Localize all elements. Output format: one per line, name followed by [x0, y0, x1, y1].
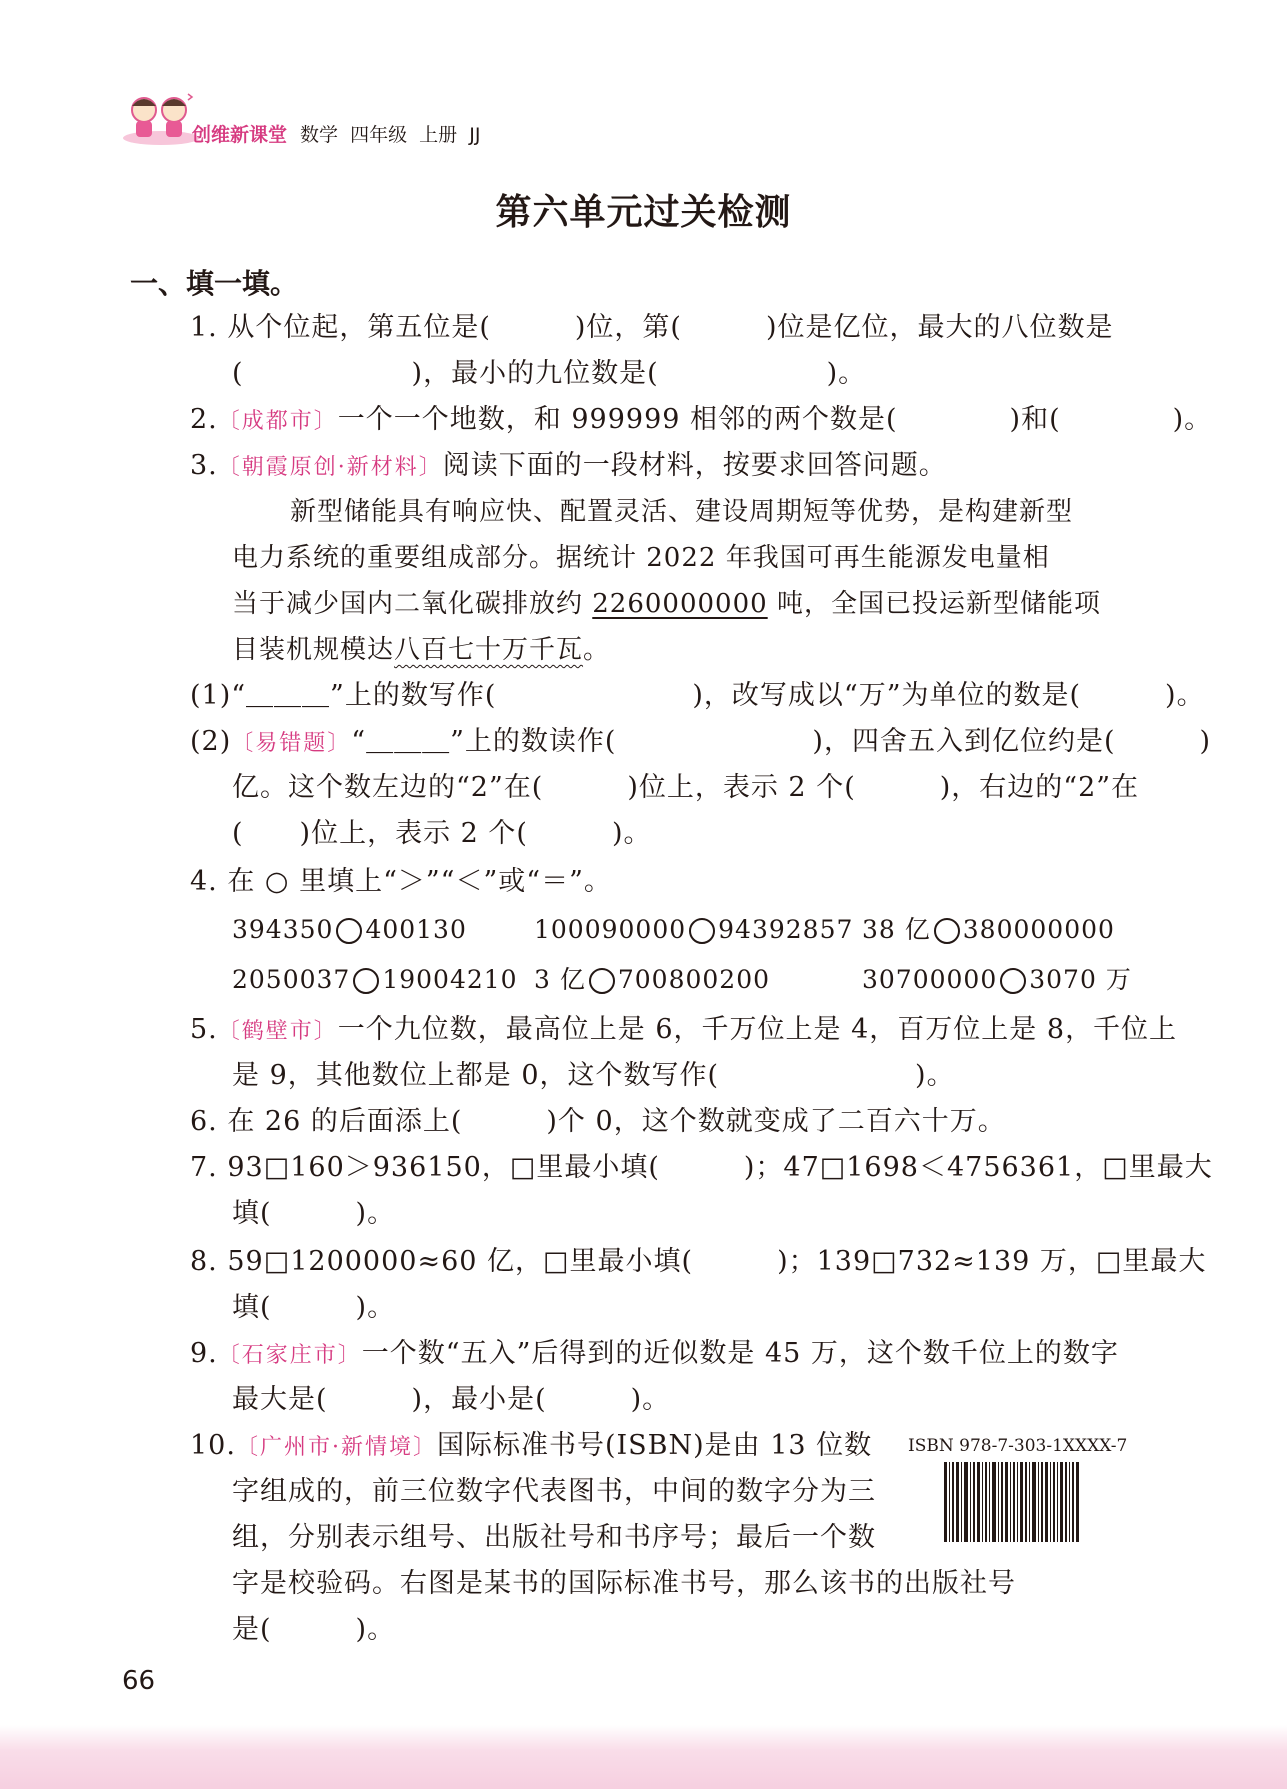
q3-sub2-text: “＿＿＿”上的数读作( )，四舍五入到亿位约是( ) [351, 726, 1212, 757]
compare-6-left: 30700000 [862, 965, 998, 994]
isbn-label: ISBN 978-7-303-1XXXX-7 [908, 1436, 1128, 1456]
q5 [190, 1012, 1177, 1050]
q6: 6. 在 26 的后面添上( )个 0，这个数就变成了二百六十万。 [190, 1106, 1006, 1137]
q3-num: 3. [190, 450, 218, 481]
q10-line2: 字组成的，前三位数字代表图书，中间的数字分为三 [232, 1476, 876, 1507]
compare-4 [232, 962, 518, 998]
compare-circle[interactable] [689, 918, 715, 944]
compare-6 [862, 962, 1132, 998]
compare-circle[interactable] [336, 918, 362, 944]
q3-p3b: 吨，全国已投运新型储能项 [767, 589, 1101, 619]
q7-line2: 填( )。 [232, 1198, 396, 1229]
page-number: 66 [122, 1666, 156, 1696]
q2 [190, 402, 1212, 440]
bottom-band [0, 1725, 1287, 1789]
q3-passage-1: 新型储能具有响应快、配置灵活、建设周期短等优势，是构建新型 [290, 497, 1074, 527]
barcode-image [944, 1462, 1080, 1542]
compare-5 [534, 962, 770, 998]
q3-passage-3 [232, 586, 1101, 622]
q3 [190, 448, 947, 486]
brand-label: 创维新课堂 [192, 124, 288, 146]
subject-info: 数学 四年级 上册 JJ [300, 124, 481, 146]
q3-sub1: (1)“＿＿＿”上的数写作( )，改写成以“万”为单位的数是( )。 [190, 680, 1205, 711]
q1-line2: ( )，最小的九位数是( )。 [232, 358, 867, 389]
q10-line3: 组，分别表示组号、出版社号和书序号；最后一个数 [232, 1522, 876, 1553]
q3-sub2-num: (2) [190, 726, 232, 757]
compare-circle[interactable] [1000, 968, 1026, 994]
q10-tag: 〔广州市·新情境〕 [235, 1435, 437, 1460]
compare-circle[interactable] [353, 968, 379, 994]
compare-1 [232, 912, 467, 948]
page-title: 第六单元过关检测 [495, 192, 792, 233]
q3-passage-2: 电力系统的重要组成部分。据统计 2022 年我国可再生能源发电量相 [232, 543, 1050, 573]
q10 [190, 1428, 872, 1466]
compare-2 [534, 912, 853, 948]
compare-4-left: 2050037 [232, 965, 351, 994]
q3-sub2-tag: 〔易错题〕 [231, 731, 352, 756]
q10-text: 国际标准书号(ISBN)是由 13 位数 [436, 1430, 873, 1461]
q3-passage-4 [232, 632, 610, 668]
q9 [190, 1336, 1119, 1374]
compare-3-left: 38 亿 [862, 915, 931, 944]
q9-tag: 〔石家庄市〕 [217, 1343, 362, 1368]
compare-circle[interactable] [589, 968, 615, 994]
q8-line1: 8. 59□1200000≈60 亿，□里最小填( )；139□732≈139 万，□里最大 [190, 1246, 1207, 1277]
q3-sub2-line2: 亿。这个数左边的“2”在( )位上，表示 2 个( )，右边的“2”在 [232, 772, 1140, 803]
q2-text: 一个一个地数，和 999999 相邻的两个数是( )和( )。 [337, 404, 1213, 435]
q7-line1: 7. 93□160＞936150，□里最小填( )；47□1698＜4756361，□里最大 [190, 1152, 1213, 1183]
q8-line2: 填( )。 [232, 1292, 396, 1323]
compare-5-left: 3 亿 [534, 965, 586, 994]
compare-1-right: 400130 [365, 915, 467, 944]
q4-prompt: 4. 在 ○ 里填上“＞”“＜”或“＝”。 [190, 866, 612, 897]
q3-sub2-line3: ( )位上，表示 2 个( )。 [232, 818, 652, 849]
compare-1-left: 394350 [232, 915, 334, 944]
compare-4-right: 19004210 [382, 965, 518, 994]
q5-tag: 〔鹤壁市〕 [217, 1019, 338, 1044]
compare-2-left: 100090000 [534, 915, 687, 944]
q3-p3a: 当于减少国内二氧化碳排放约 [232, 589, 593, 619]
q10-line4: 字是校验码。右图是某书的国际标准书号，那么该书的出版社号 [232, 1568, 1016, 1599]
q3-tag: 〔朝霞原创·新材料〕 [217, 455, 443, 480]
q3-underlined-number: 2260000000 [592, 589, 768, 619]
compare-3-right: 380000000 [962, 915, 1115, 944]
q3-sub2 [190, 724, 1211, 762]
q9-line2: 最大是( )，最小是( )。 [232, 1384, 671, 1415]
q3-wavy-text: 八百七十万千瓦 [394, 635, 584, 665]
compare-2-right: 94392857 [718, 915, 854, 944]
compare-circle[interactable] [934, 918, 960, 944]
compare-5-right: 700800200 [617, 965, 771, 994]
compare-6-right: 3070 万 [1029, 965, 1132, 994]
q9-num: 9. [190, 1338, 218, 1369]
q3-text: 阅读下面的一段材料，按要求回答问题。 [442, 450, 947, 481]
q1-line1: 1. 从个位起，第五位是( )位，第( )位是亿位，最大的八位数是 [190, 312, 1114, 343]
q2-tag: 〔成都市〕 [217, 409, 338, 434]
section-heading: 一、填一填。 [130, 267, 299, 300]
compare-3 [862, 912, 1115, 948]
q5-line2: 是 9，其他数位上都是 0，这个数写作( )。 [232, 1060, 955, 1091]
q3-p4b: 。 [583, 635, 611, 665]
q10-num: 10. [190, 1430, 236, 1461]
q10-line5: 是( )。 [232, 1614, 396, 1645]
q5-num: 5. [190, 1014, 218, 1045]
q9-text: 一个数“五入”后得到的近似数是 45 万，这个数千位上的数字 [361, 1338, 1119, 1369]
q2-num: 2. [190, 404, 218, 435]
q5-text: 一个九位数，最高位上是 6，千万位上是 4，百万位上是 8，千位上 [337, 1014, 1178, 1045]
q3-p4a: 目装机规模达 [232, 635, 395, 665]
